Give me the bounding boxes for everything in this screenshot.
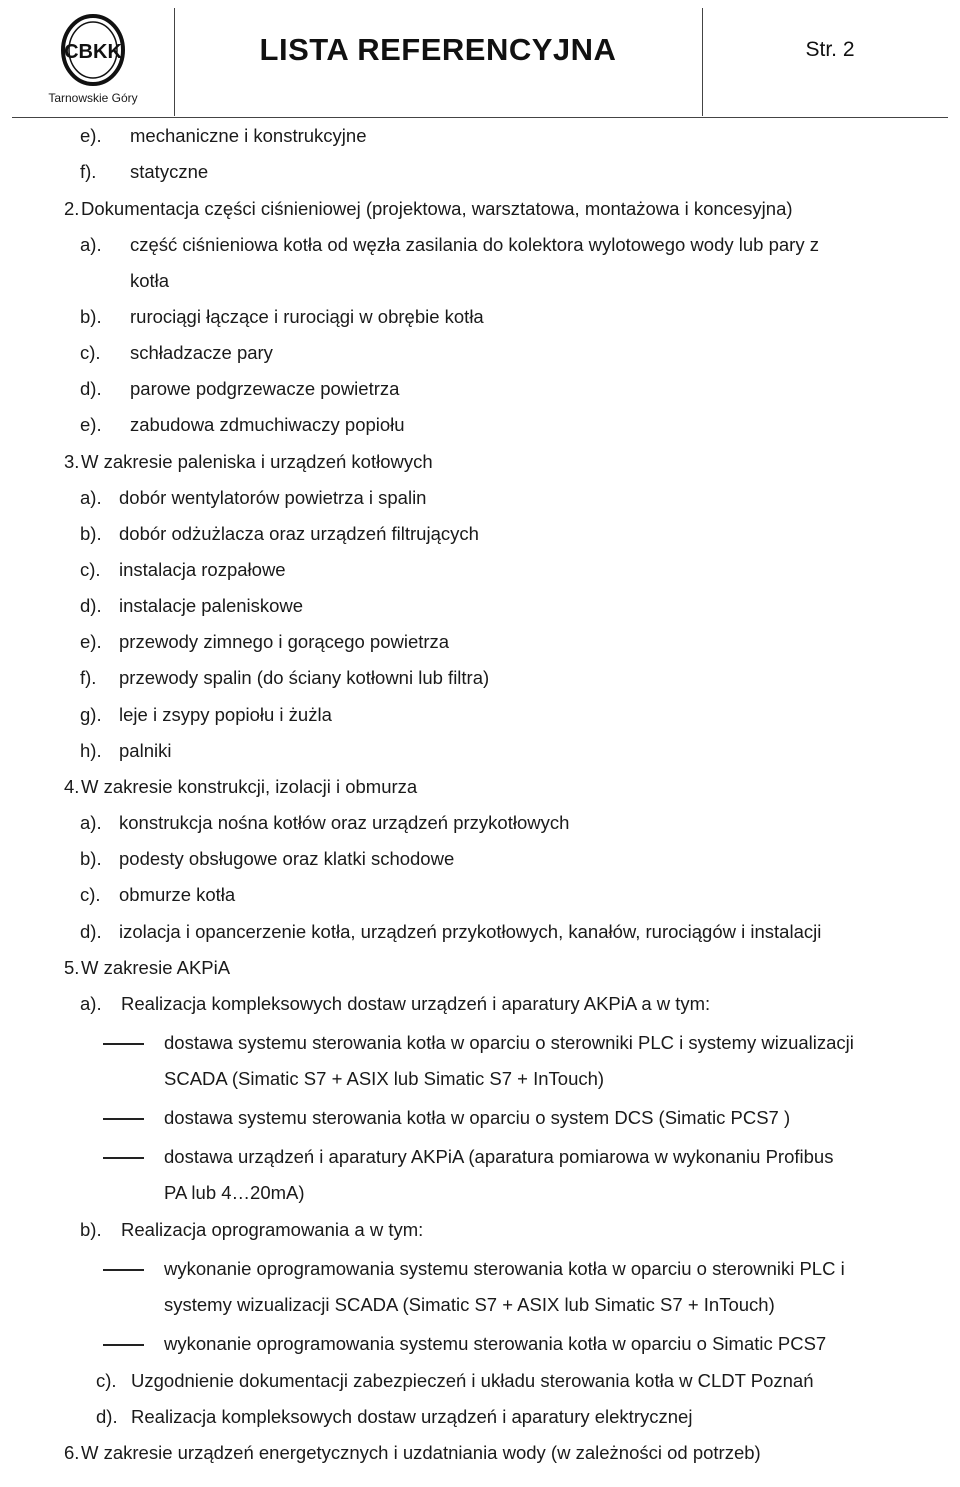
- list-item: e). przewody zimnego i gorącego powietrza: [80, 631, 450, 652]
- list-item: e). zabudowa zdmuchiwaczy popiołu: [80, 414, 405, 435]
- list-item: c). obmurze kotła: [80, 884, 236, 905]
- page-number: Str. 2: [805, 38, 855, 61]
- section-heading: 4.W zakresie konstrukcji, izolacji i obmurza: [64, 776, 418, 797]
- list-item: d). izolacja i opancerzenie kotła, urządzeń przykotłowych, kanałów, rurociągów i instalacji: [80, 921, 822, 942]
- header-divider: [174, 8, 175, 116]
- section-heading: 5.W zakresie AKPiA: [64, 957, 231, 978]
- list-item: a). dobór wentylatorów powietrza i spalin: [80, 487, 427, 508]
- list-item-continuation: kotła: [130, 270, 170, 291]
- list-item: a). konstrukcja nośna kotłów oraz urządzeń przykotłowych: [80, 812, 570, 833]
- header-divider: [702, 8, 703, 116]
- list-item: a). Realizacja kompleksowych dostaw urządzeń i aparatury AKPiA a w tym:: [80, 993, 711, 1014]
- bullet-item: dostawa urządzeń i aparatury AKPiA (aparatura pomiarowa w wykonaniu Profibus: [164, 1146, 834, 1167]
- logo-block: [12, 8, 174, 116]
- page-title: LISTA REFERENCYJNA: [259, 32, 617, 67]
- bullet-item: wykonanie oprogramowania systemu sterowania kotła w oparciu o Simatic PCS7: [164, 1333, 827, 1354]
- list-item: h). palniki: [80, 740, 172, 761]
- section-heading: 2.Dokumentacja części ciśnieniowej (projektowa, warsztatowa, montażowa i koncesyjna): [64, 198, 793, 219]
- list-item: e). mechaniczne i konstrukcyjne: [80, 125, 367, 146]
- list-item: b). rurociągi łączące i rurociągi w obrębie kotła: [80, 306, 484, 327]
- cbkk-logo-icon: [40, 12, 146, 90]
- bullet-item-continuation: SCADA (Simatic S7 + ASIX lub Simatic S7 + InTouch): [164, 1068, 605, 1089]
- bullet-dash: [103, 1118, 144, 1120]
- section-heading: 3.W zakresie paleniska i urządzeń kotłowych: [64, 451, 433, 472]
- list-item: b). Realizacja oprogramowania a w tym:: [80, 1219, 424, 1240]
- list-item: c). schładzacze pary: [80, 342, 273, 363]
- bullet-dash: [103, 1157, 144, 1159]
- bullet-item: dostawa systemu sterowania kotła w oparciu o system DCS (Simatic PCS7 ): [164, 1107, 791, 1128]
- bullet-item-continuation: systemy wizualizacji SCADA (Simatic S7 + ASIX lub Simatic S7 + InTouch): [164, 1294, 775, 1315]
- bullet-dash: [103, 1269, 144, 1271]
- list-item: c). Uzgodnienie dokumentacji zabezpieczeń i układu sterowania kotła w CLDT Poznań: [96, 1370, 814, 1391]
- list-item: f). statyczne: [80, 161, 209, 182]
- list-item: c). instalacja rozpałowe: [80, 559, 286, 580]
- section-heading: 6.W zakresie urządzeń energetycznych i uzdatniania wody (w zależności od potrzeb): [64, 1442, 761, 1463]
- logo-caption: Tarnowskie Góry: [48, 91, 138, 105]
- bullet-dash: [103, 1043, 144, 1045]
- bullet-item: wykonanie oprogramowania systemu sterowania kotła w oparciu o sterowniki PLC i: [164, 1258, 845, 1279]
- list-item: f). przewody spalin (do ściany kotłowni lub filtra): [80, 667, 490, 688]
- list-item: b). dobór odżużlacza oraz urządzeń filtrujących: [80, 523, 479, 544]
- list-item: d). instalacje paleniskowe: [80, 595, 304, 616]
- list-item: g). leje i zsypy popiołu i żużla: [80, 704, 332, 725]
- page-header: [12, 8, 948, 118]
- bullet-dash: [103, 1344, 144, 1346]
- list-item: a). część ciśnieniowa kotła od węzła zasilania do kolektora wylotowego wody lub pary z: [80, 234, 819, 255]
- bullet-item-continuation: PA lub 4…20mA): [164, 1182, 305, 1203]
- header-bottom-rule: [12, 117, 948, 118]
- bullet-item: dostawa systemu sterowania kotła w oparciu o sterowniki PLC i systemy wizualizacji: [164, 1032, 854, 1053]
- logo-lettering: CBKK: [64, 41, 122, 63]
- list-item: b). podesty obsługowe oraz klatki schodowe: [80, 848, 455, 869]
- list-item: d). Realizacja kompleksowych dostaw urządzeń i aparatury elektrycznej: [96, 1406, 693, 1427]
- list-item: d). parowe podgrzewacze powietrza: [80, 378, 400, 399]
